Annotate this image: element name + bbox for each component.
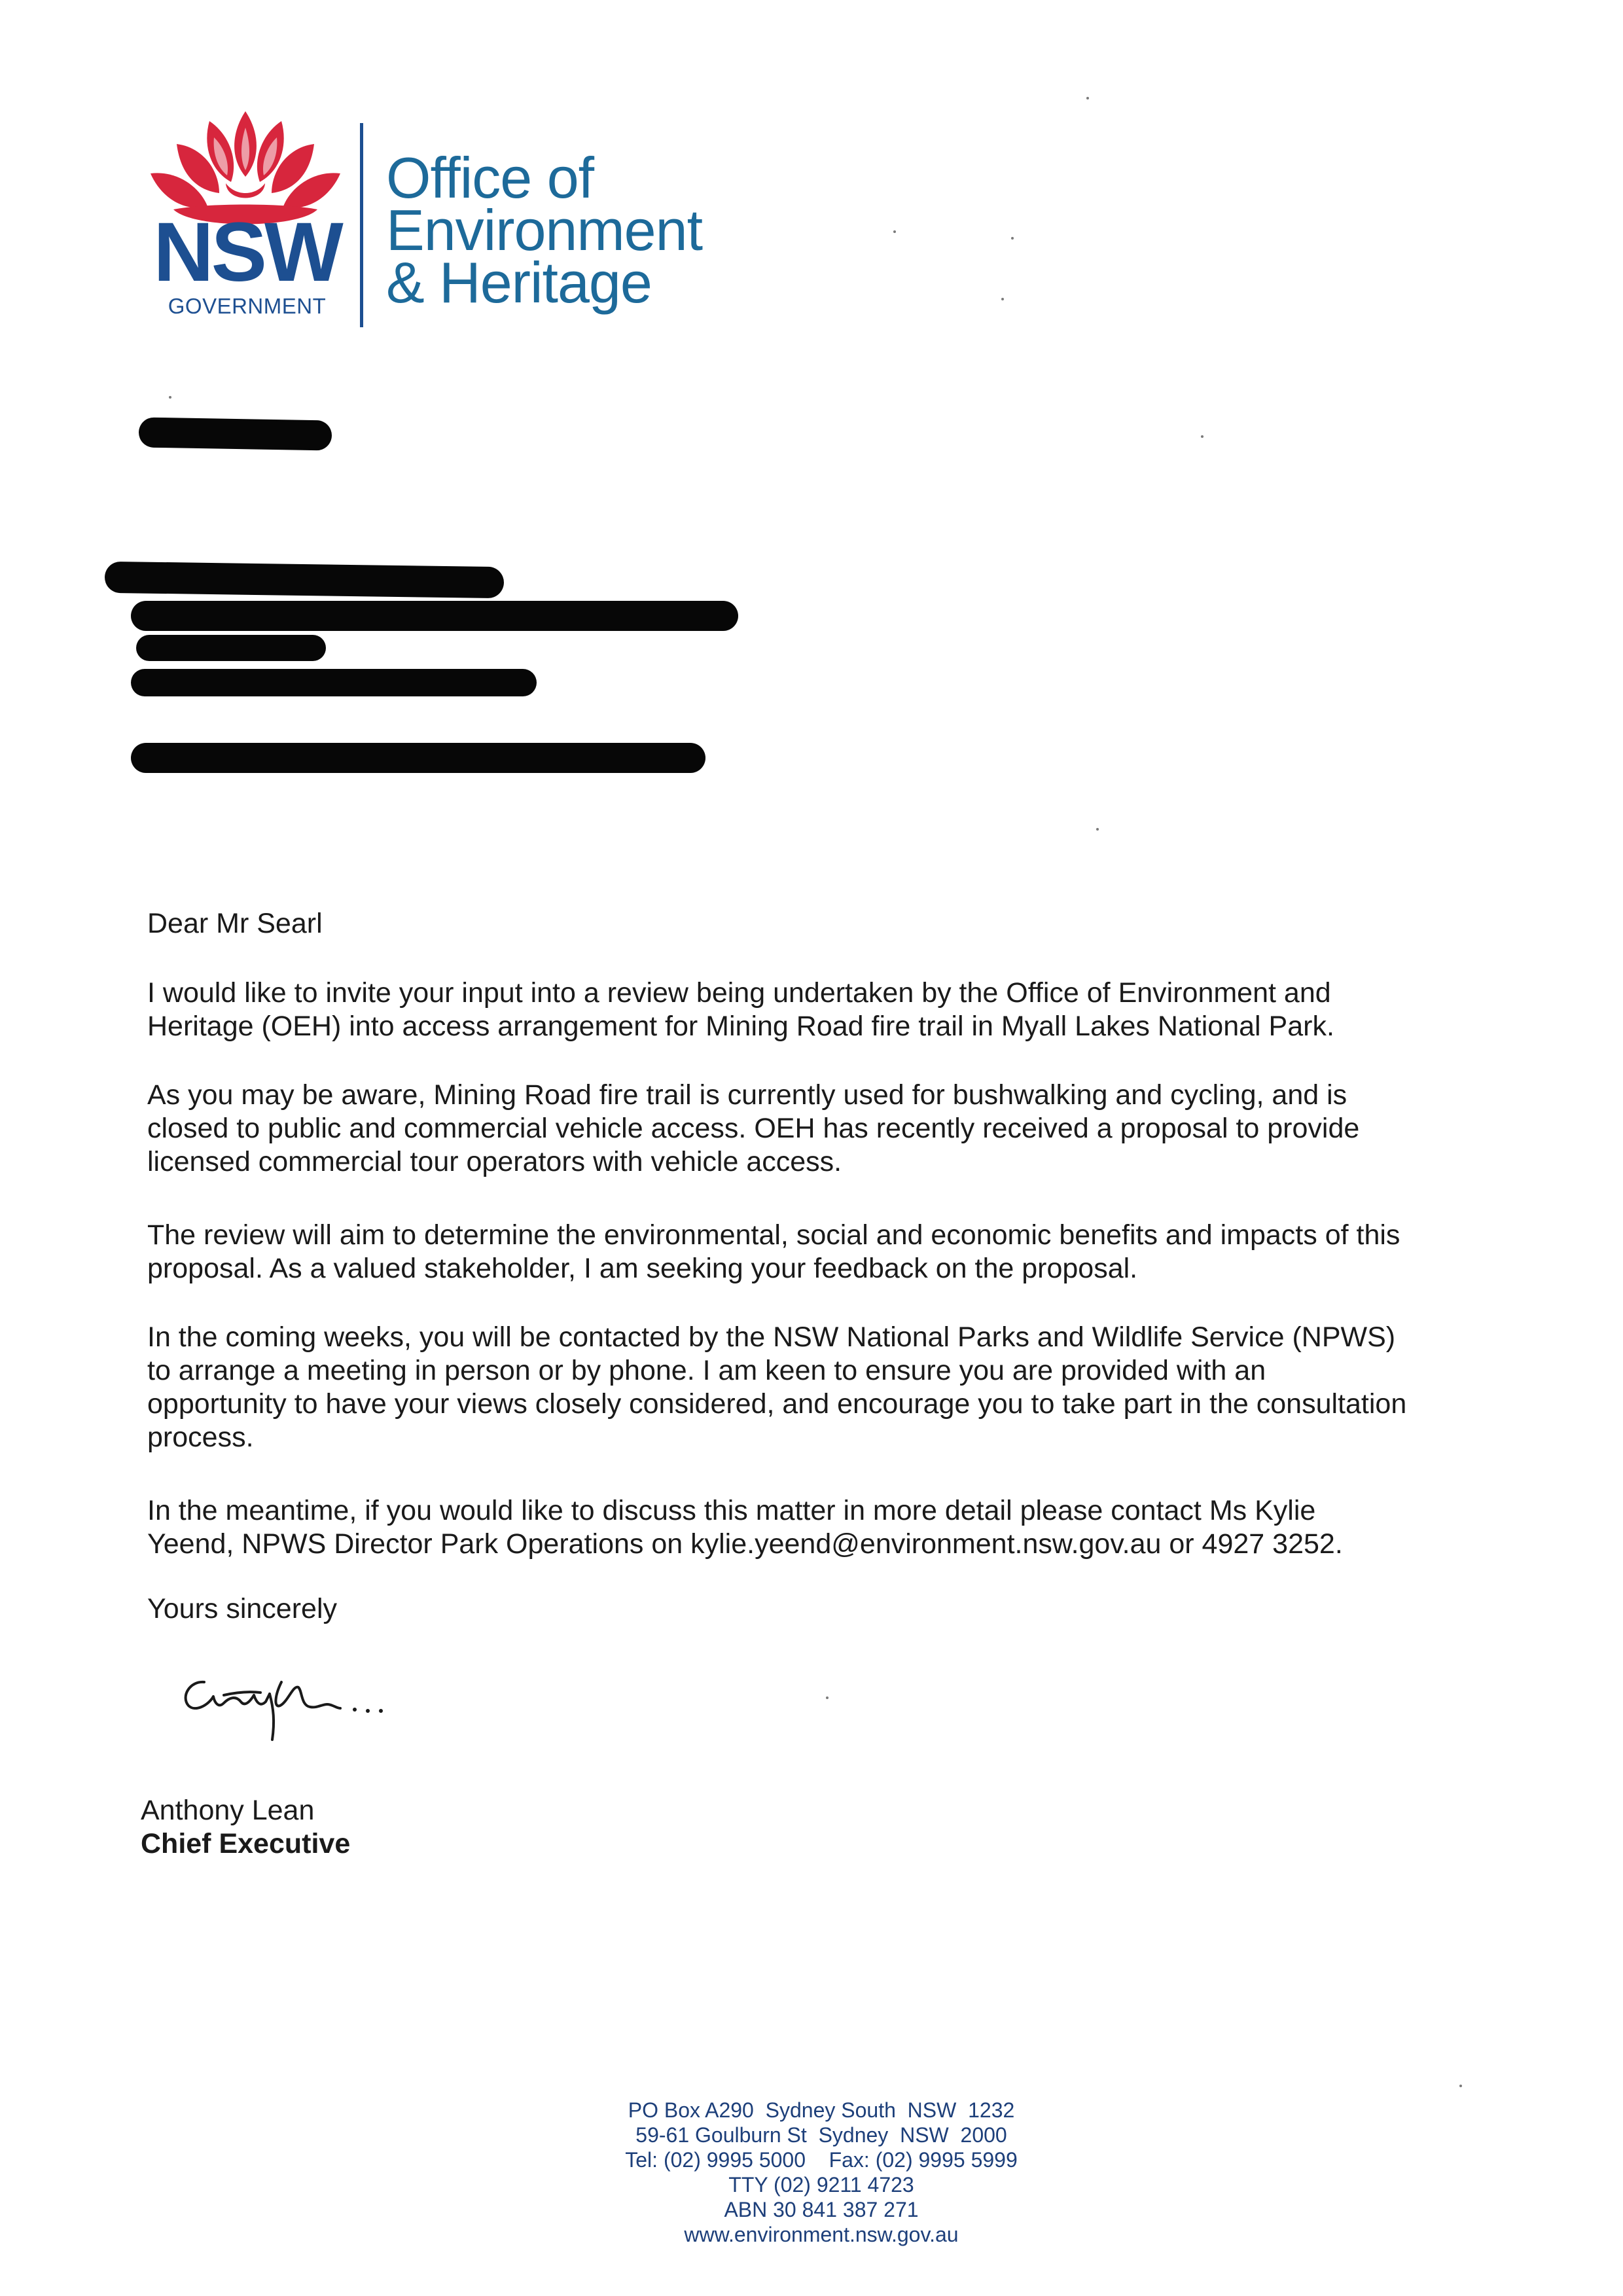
agency-line: Office of [386,145,594,210]
redaction-date [139,417,332,450]
scan-speck [1201,435,1204,438]
nsw-oeh-logo [147,105,736,327]
body-paragraph [147,1494,1343,1561]
paragraph-line: closed to public and commercial vehicle access. OEH has recently received a proposal to provide [147,1113,1360,1144]
footer-line: PO Box A290 Sydney South NSW 1232 [628,2098,1015,2122]
agency-name [386,145,703,315]
paragraph-line: process. [147,1422,254,1453]
redaction-address-line [105,562,505,599]
redaction-address-line [131,601,738,631]
paragraph-line: The review will aim to determine the environmental, social and economic benefits and impacts of this [147,1219,1400,1251]
paragraph-line: In the coming weeks, you will be contacted by the NSW National Parks and Wildlife Service (NPWS) [147,1321,1396,1353]
scan-speck [1096,828,1099,831]
footer-line: TTY (02) 9211 4723 [728,2173,914,2197]
paragraph-line: I would like to invite your input into a review being undertaken by the Office of Environment and [147,977,1331,1009]
scan-speck [826,1696,829,1699]
scan-speck [1011,237,1014,240]
paragraph-line: In the meantime, if you would like to discuss this matter in more detail please contact Ms Kylie [147,1495,1316,1526]
scan-speck [893,230,896,233]
scan-speck [1086,97,1089,99]
paragraph-line: Heritage (OEH) into access arrangement for Mining Road fire trail in Myall Lakes National Park. [147,1011,1334,1042]
scan-speck [1459,2085,1462,2087]
paragraph-line: As you may be aware, Mining Road fire trail is currently used for bushwalking and cycling, and is [147,1079,1347,1111]
body-paragraph [147,977,1334,1043]
paragraph-line: to arrange a meeting in person or by phone. I am keen to ensure you are provided with an [147,1355,1266,1386]
footer-line: ABN 30 841 387 271 [724,2198,919,2221]
redaction-email-line [131,743,705,773]
handwritten-signature [177,1656,452,1754]
agency-line: & Heritage [386,250,652,315]
scan-speck [169,396,171,399]
body-paragraph [147,1079,1359,1179]
body-paragraph [147,1219,1400,1285]
salutation: Dear Mr Searl [147,908,323,939]
paragraph-line: licensed commercial tour operators with vehicle access. [147,1146,842,1177]
footer-line: Tel: (02) 9995 5000 Fax: (02) 9995 5999 [625,2148,1018,2172]
redaction-address-line [131,669,537,696]
body-paragraph [147,1321,1406,1454]
paragraph-line: proposal. As a valued stakeholder, I am seeking your feedback on the proposal. [147,1253,1138,1284]
scan-speck [1001,298,1004,300]
footer-address [419,2098,1224,2247]
footer-link[interactable]: www.environment.nsw.gov.au [684,2223,959,2246]
signatory-title: Chief Executive [141,1828,351,1859]
redaction-address-line [136,635,326,661]
paragraph-line: opportunity to have your views closely considered, and encourage you to take part in the consultation [147,1388,1407,1420]
closing: Yours sincerely [147,1593,337,1624]
government-wordmark: GOVERNMENT [168,294,327,318]
logo-divider [360,123,363,327]
nsw-wordmark: NSW [153,206,341,299]
footer-line: 59-61 Goulburn St Sydney NSW 2000 [635,2123,1007,2147]
paragraph-line: Yeend, NPWS Director Park Operations on kylie.yeend@environment.nsw.gov.au or 4927 3252. [147,1528,1343,1560]
signatory-name: Anthony Lean [141,1795,315,1826]
agency-line: Environment [386,198,703,262]
